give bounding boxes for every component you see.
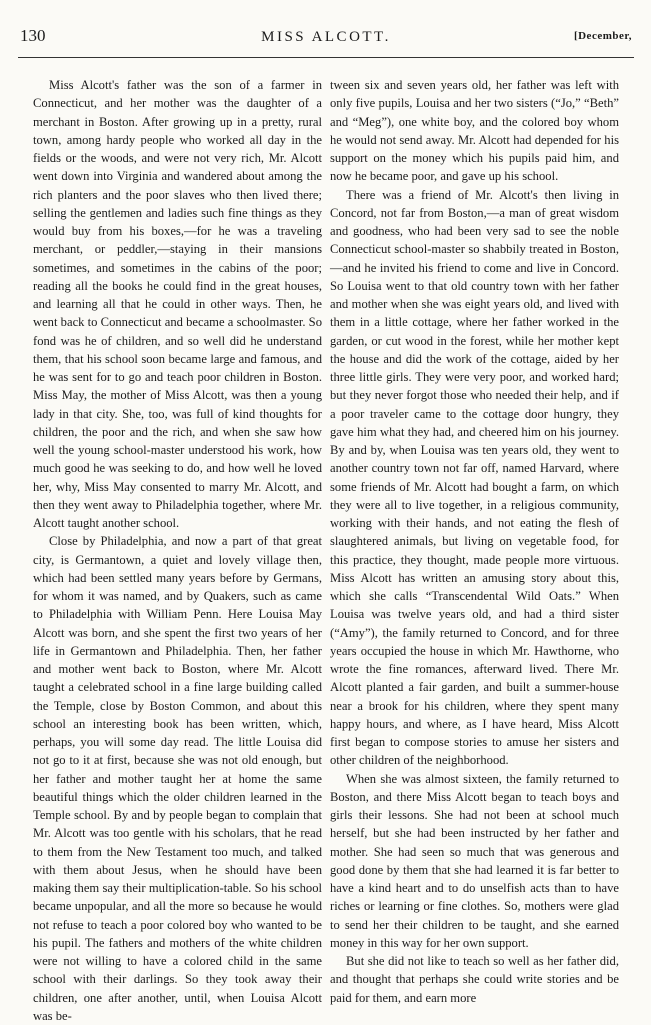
- running-header: [20, 26, 632, 54]
- paragraph: Miss Alcott's father was the son of a farmer in Connecticut, and her mother was the daughter of a merchant in Boston. After growing up in a pretty, rural town, among hardy people who worked all day in the fields or the woods, and were not very rich, Mr. Alcott went down into Virginia and wandered about among the rich planters and the poor slaves who then lived there; selling the gentlemen and ladies such fine things as they would buy from his boxes,—for he was a traveling merchant, or peddler,—staying in their mansions sometimes, and sometimes in the cabins of the poor; reading all the books he could find in the great houses, and learning all that he could in other ways. Then, he went back to Connecticut and became a schoolmaster. So fond was he of children, and so well did he understand them, that his school soon became large and famous, and he was sent for to go and teach poor children in Boston. Miss May, the mother of Miss Alcott, was then a young lady in that city. She, too, was full of kind thoughts for children, the poor and the rich, and when she saw how well the young school-master understood his work, how much good he was seeking to do, and how well he loved her, why, Miss May consented to marry Mr. Alcott, and then they went away to Philadelphia together, where Mr. Alcott taught another school.: [33, 78, 322, 530]
- running-title: MISS ALCOTT.: [261, 29, 391, 45]
- paragraph: When she was almost sixteen, the family returned to Boston, and there Miss Alcott began to teach boys and girls their lessons. She had not been at school much herself, but she had been instructed by her father and mother. She had seen so much that was generous and good done by them that she had learned it is far better to have a kind heart and to do unselfish acts than to have riches or learning or fine clothes. So, mothers were glad to send her their children to be taught, and she earned money in this way for her own support.: [330, 771, 619, 950]
- header-rule: [18, 57, 634, 58]
- right-column: [330, 76, 619, 1005]
- issue-label: [December,: [573, 30, 632, 42]
- paragraph: There was a friend of Mr. Alcott's then living in Concord, not far from Boston,—a man of great wisdom and goodness, who had been very sad to see the noble Connecticut school-master so shabbily treated in Boston,—and he invited his friend to come and live in Concord. So Louisa went to that old country town with her father and mother when she was eight years old, and lived with them in a little cottage, where her father worked in the garden, or cut wood in the forest, while her mother kept the house and did the work of the cottage, aided by her three little girls. They were very poor, and worked hard; but they never forgot those who needed their help, and if a poor traveler came to the cottage door hungry, they gave him what they had, and cheered him on his journey. By and by, when Louisa was ten years old, they went to another country town not far off, named Harvard, where some friends of Mr. Alcott had bought a farm, on which they were all to live together, in a religious community, working with their hands, and not eating the flesh of slaughtered animals, but living on vegetable food, for this practice, they thought, made people more virtuous. Miss Alcott has written an amusing story about this, which she calls “Transcendental Wild Oats.” When Louisa was twelve years old, and had a third sister (“Amy”), the family returned to Concord, and for three years occupied the house in which Mr. Hawthorne, who wrote the fine romances, afterward lived. There Mr. Alcott planted a fair garden, and built a summer-house near a brook for his children, where they spent many happy hours, and where, as I have heard, Miss Alcott first began to compose stories to amuse her sisters and other children of the neighborhood.: [330, 187, 619, 768]
- page-number: 130: [20, 26, 46, 45]
- paragraph: But she did not like to teach so well as her father did, and thought that perhaps she could write stories and be paid for them, and earn more: [330, 954, 619, 1005]
- left-column: [33, 76, 322, 1023]
- paragraph: Close by Philadelphia, and now a part of that great city, is Germantown, a quiet and lovely village then, which had been settled many years before by Germans, for whom it was named, and by Quakers, such as came to Philadelphia with William Penn. Here Louisa May Alcott was born, and she spent the first two years of her life in Germantown and Philadelphia. Then, her father and mother went back to Boston, where Mr. Alcott taught a celebrated school in a fine large building called the Temple, close by Boston Common, and about this school an interesting book has been written, which, perhaps, you will some day read. The little Louisa did not go to it at first, because she was not old enough, but her father and mother taught her at home the same beautiful things which the older children learned in the Temple school. By and by people began to complain that Mr. Alcott was too gentle with his scholars, that he read to them from the New Testament too much, and talked with them about Jesus, when he should have been making them say their multiplication-table. So his school became unpopular, and all the more so because he would not refuse to teach a poor colored boy who wanted to be his pupil. The fathers and mothers of the white children were not willing to have a colored child in the same school with their darlings. So they took away their children, one after another, until, when Louisa Alcott was be-: [33, 534, 322, 1023]
- paragraph: tween six and seven years old, her father was left with only five pupils, Louisa and her two sisters (“Jo,” “Beth” and “Meg”), one white boy, and the colored boy whom he would not send away. Mr. Alcott had depended for his support on the money which his pupils paid him, and now he became poor, and gave up his school.: [330, 78, 619, 184]
